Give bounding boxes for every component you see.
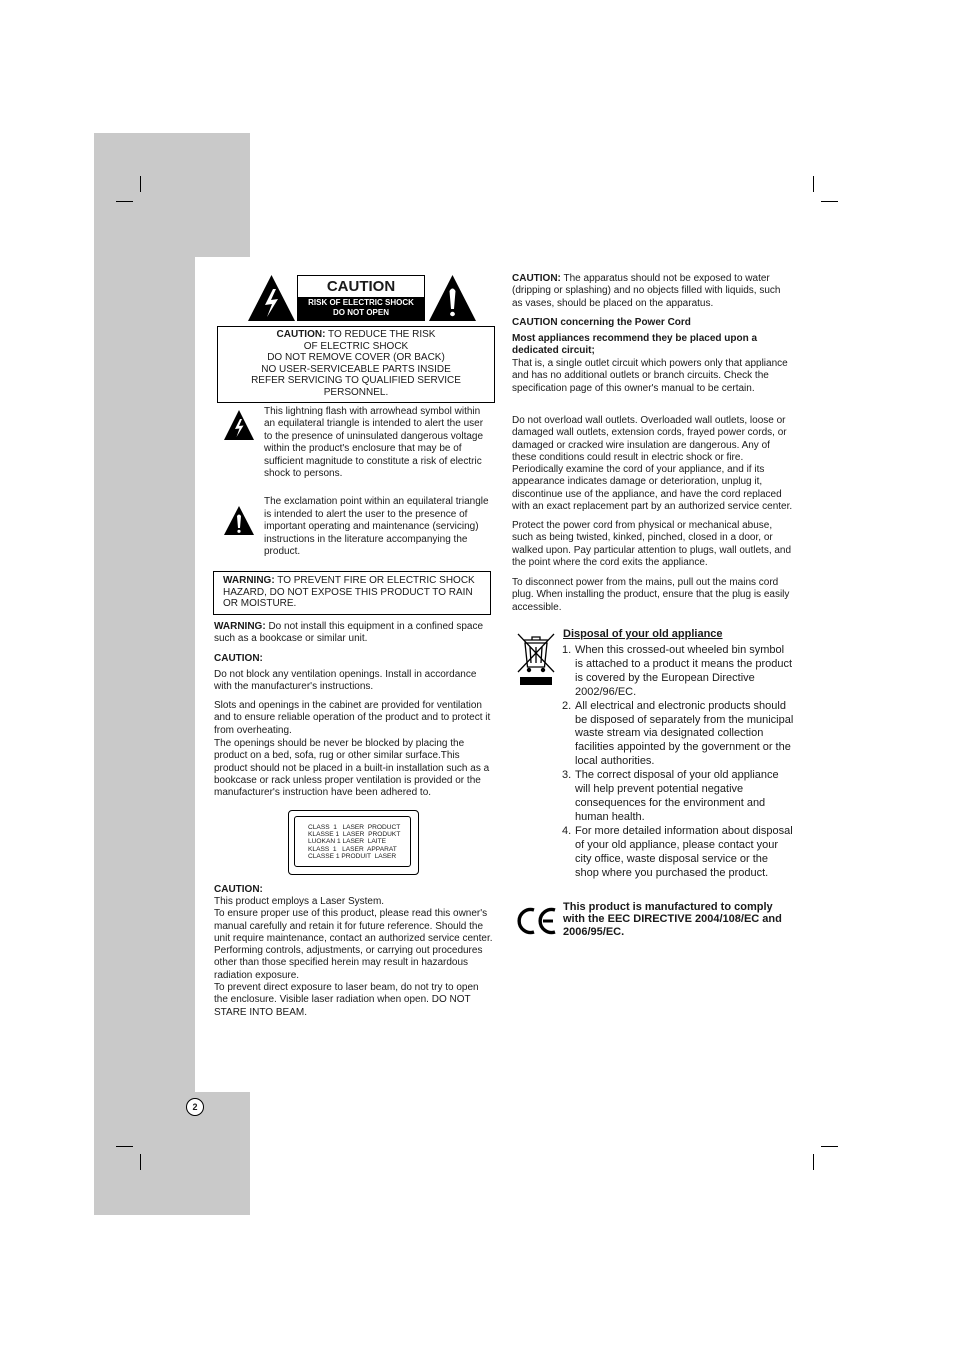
disposal-heading: Disposal of your old appliance xyxy=(563,628,723,640)
disposal-item-text: For more detailed information about disposal of your old appliance, please contact your city office, waste disposal service or the shop where you purchased the product. xyxy=(575,824,793,879)
crossed-out-bin-icon xyxy=(515,630,557,688)
crop-mark xyxy=(140,176,141,192)
water-caution-text: The apparatus should not be exposed to water (dripping or splashing) and no objects filled with liquids, such as vases, should be placed on the apparatus. xyxy=(512,273,781,309)
disposal-item-text: The correct disposal of your old appliance will help prevent potential negative consequences for the environment and human health. xyxy=(575,769,779,823)
disposal-item-text: When this crossed-out wheeled bin symbol is attached to a product it means the product is covered by the European Directive 2002/96/EC. xyxy=(575,644,793,698)
exclamation-triangle-icon xyxy=(428,274,477,322)
ce-mark-icon xyxy=(515,905,559,937)
dedicated-circuit-text: That is, a single outlet circuit which powers only that appliance and has no additional outlets or branch circuits. Check the specification page of this owner's manual to be certain. xyxy=(512,358,788,394)
caution-notice-box xyxy=(217,326,495,403)
disposal-item-number: 1. xyxy=(562,644,572,656)
laser-label-line: KLASSE 1 LASER PRODUKT xyxy=(308,831,401,839)
disposal-item-number: 3. xyxy=(562,769,572,782)
crop-mark xyxy=(821,1146,838,1147)
caution-line: OF ELECTRIC SHOCK xyxy=(303,340,409,352)
warning-lead: WARNING: xyxy=(223,575,275,586)
laser-line: This product employs a Laser System. xyxy=(214,896,385,907)
protect-cord-text: Protect the power cord from physical or mechanical abuse, such as being twisted, kinked, pinched, closed in a door, or walked upon. Pay particular attention to plugs, wall outlets, and the point where the cord exits the appliance. xyxy=(512,520,792,568)
small-exclamation-triangle-icon xyxy=(223,505,255,536)
caution-line: PERSONNEL. xyxy=(323,386,389,398)
lightning-triangle-icon xyxy=(247,274,296,322)
water-caution xyxy=(512,273,792,310)
lightning-explanation: This lightning flash with arrowhead symbol within an equilateral triangle is intended to alert the user to the presence of uninsulated dangerous voltage within the product's enclosure that may be of sufficient magnitude to constitute a risk of electric shock to persons. xyxy=(264,406,484,480)
caution-title-text: CAUTION xyxy=(326,278,396,295)
caution-sub-line-2: DO NOT OPEN xyxy=(332,308,389,317)
caution-label-sub xyxy=(297,297,425,321)
margin-panel-top xyxy=(94,133,250,257)
disposal-item xyxy=(562,825,794,881)
crop-mark xyxy=(116,1146,133,1147)
margin-panel-bottom xyxy=(94,1092,250,1215)
dedicated-circuit-heading: Most appliances recommend they be placed upon a dedicated circuit; xyxy=(512,333,758,357)
ce-compliance-text: This product is manufactured to comply with the EEC DIRECTIVE 2004/108/EC and 2006/95/EC. xyxy=(563,901,782,938)
disposal-item xyxy=(562,769,794,825)
caution-heading-ventilation: CAUTION: xyxy=(214,653,263,664)
caution-label-title xyxy=(297,275,425,298)
crop-mark xyxy=(821,201,838,202)
disposal-item-text: All electrical and electronic products should be disposed of separately from the municipal waste stream via designated collection facilities appointed by the government or the local authorities. xyxy=(575,699,794,768)
laser-class-label xyxy=(288,810,419,875)
disposal-item-number: 2. xyxy=(562,699,572,712)
ventilation-paragraph-1: Do not block any ventilation openings. Install in accordance with the manufacturer's instructions. xyxy=(214,669,477,693)
warning2-lead: WARNING: xyxy=(214,621,266,632)
confined-space-warning xyxy=(214,621,494,646)
disposal-item xyxy=(562,644,794,700)
disposal-list xyxy=(562,644,794,880)
laser-label-line: KLASS 1 LASER APPARAT xyxy=(308,845,397,853)
caution-line: DO NOT REMOVE COVER (OR BACK) xyxy=(267,352,445,363)
ventilation-paragraph-3: The openings should be never be blocked by placing the product on a bed, sofa, rug or other similar surface.This product should not be placed in a built-in installation such as a bookcase or rack unless proper ventilation is provided or the manufacturer's instruction have been adhered to. xyxy=(214,738,490,799)
small-lightning-triangle-icon xyxy=(223,409,255,441)
laser-caution-text xyxy=(214,896,494,1019)
warning-text: TO PREVENT FIRE OR ELECTRIC SHOCK HAZARD, DO NOT EXPOSE THIS PRODUCT TO RAIN OR MOISTURE. xyxy=(223,575,475,609)
laser-line: Performing controls, adjustments, or carrying out procedures other than those specified herein may result in hazardous radiation exposure. xyxy=(214,945,483,981)
laser-line: To ensure proper use of this product, please read this owner's manual carefully and retain it for future reference. Should the unit require maintenance, contact an authorized service center. xyxy=(214,908,493,944)
laser-line: To prevent direct exposure to laser beam, do not try to open the enclosure. Visible laser radiation when open. DO NOT STARE INTO BEAM. xyxy=(214,982,479,1018)
laser-label-line: LUOKAN 1 LASER LAITE xyxy=(308,838,387,846)
warning-box xyxy=(213,571,491,615)
caution-sub-line-1: RISK OF ELECTRIC SHOCK xyxy=(308,298,414,307)
crop-mark xyxy=(813,176,814,192)
caution-heading-laser: CAUTION: xyxy=(214,884,263,895)
ventilation-paragraph-2: Slots and openings in the cabinet are provided for ventilation and to ensure reliable operation of the product and to protect it from overheating. xyxy=(214,700,491,736)
caution-line: REFER SERVICING TO QUALIFIED SERVICE xyxy=(251,375,461,386)
power-cord-heading: CAUTION concerning the Power Cord xyxy=(512,317,691,328)
overload-text: Do not overload wall outlets. Overloaded wall outlets, loose or damaged wall outlets, extension cords, frayed power cords, or damaged or cracked wire insulation are dangerous. Any of these conditions could result in electric shock or fire. Periodically examine the cord of your appliance, and if its appearance indicates damage or deterioration, unplug it, discontinue use of the appliance, and have the cord replaced with an exact replacement part by an authorized service center. xyxy=(512,415,793,513)
warning2-text: Do not install this equipment in a confined space such as a bookcase or similar unit. xyxy=(214,621,484,645)
laser-label-line: CLASS 1 LASER PRODUCT xyxy=(308,824,401,831)
caution-line: TO REDUCE THE RISK xyxy=(328,329,436,340)
crop-mark xyxy=(813,1154,814,1170)
disposal-item-number: 4. xyxy=(562,824,572,837)
page-number: 2 xyxy=(192,1102,198,1112)
laser-label-line: CLASSE 1 PRODUIT LASER xyxy=(308,852,397,860)
page-number-badge xyxy=(186,1098,204,1116)
caution-line: NO USER-SERVICEABLE PARTS INSIDE xyxy=(261,363,451,375)
disposal-item xyxy=(562,700,794,770)
crop-mark xyxy=(140,1154,141,1170)
disconnect-text: To disconnect power from the mains, pull out the mains cord plug. When installing the product, ensure that the plug is easily accessible. xyxy=(512,577,790,613)
crop-mark xyxy=(116,201,133,202)
water-caution-lead: CAUTION: xyxy=(512,273,561,284)
margin-panel-left xyxy=(94,257,195,1092)
exclamation-explanation: The exclamation point within an equilateral triangle is intended to alert the user to the presence of important operating and maintenance (servicing) instructions in the literature accompanying the product. xyxy=(264,496,489,558)
caution-lead: CAUTION: xyxy=(276,329,326,340)
